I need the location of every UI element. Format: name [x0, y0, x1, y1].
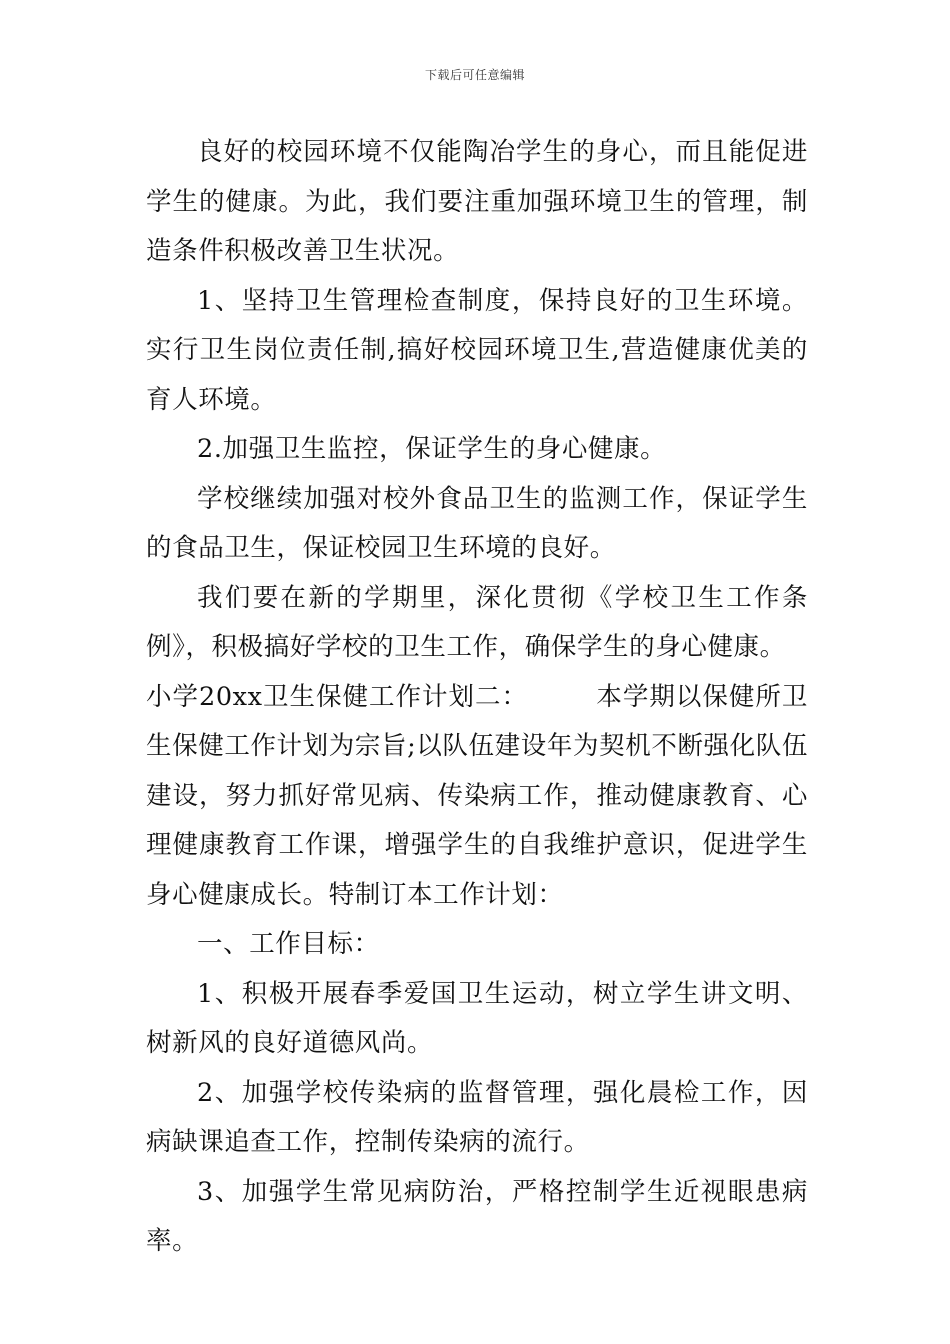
paragraph-regulations: 我们要在新的学期里，深化贯彻《学校卫生工作条例》，积极搞好学校的卫生工作，确保学生的身心健康。: [146, 582, 808, 662]
paragraph-intro: 良好的校园环境不仅能陶冶学生的身心，而且能促进学生的健康。为此，我们要注重加强环境卫生的管理，制造条件积极改善卫生状况。: [146, 137, 808, 266]
plan-two-paragraph: [146, 673, 808, 921]
section-heading-goals: 一、工作目标：: [197, 929, 380, 959]
goal-item-3: 3、加强学生常见病防治，严格控制学生近视眼患病率。: [146, 1176, 808, 1256]
document-body: [146, 128, 808, 1267]
plan-two-title: 小学20xx卫生保健工作计划二：: [146, 681, 528, 712]
goal-item-1: 1、积极开展春季爱国卫生运动，树立学生讲文明、树新风的良好道德风尚。: [146, 978, 808, 1058]
paragraph-food-safety: 学校继续加强对校外食品卫生的监测工作，保证学生的食品卫生，保证校园卫生环境的良好。: [146, 483, 808, 563]
goal-item-2: 2、加强学校传染病的监督管理，强化晨检工作，因病缺课追查工作，控制传染病的流行。: [146, 1077, 808, 1157]
plan-two-intro: 本学期以保健所卫生保健工作计划为宗旨;以队伍建设年为契机不断强化队伍建设，努力抓好常见病、传染病工作，推动健康教育、心理健康教育工作课，增强学生的自我维护意识，促进学生身心健康成长。特制订本工作计划：: [146, 681, 808, 910]
paragraph-item-1: 1、坚持卫生管理检查制度，保持良好的卫生环境。实行卫生岗位责任制,搞好校园环境卫生,营造健康优美的育人环境。: [146, 285, 808, 415]
paragraph-item-2: 2.加强卫生监控，保证学生的身心健康。: [197, 434, 667, 464]
page-header-note: 下载后可任意编辑: [424, 68, 525, 82]
